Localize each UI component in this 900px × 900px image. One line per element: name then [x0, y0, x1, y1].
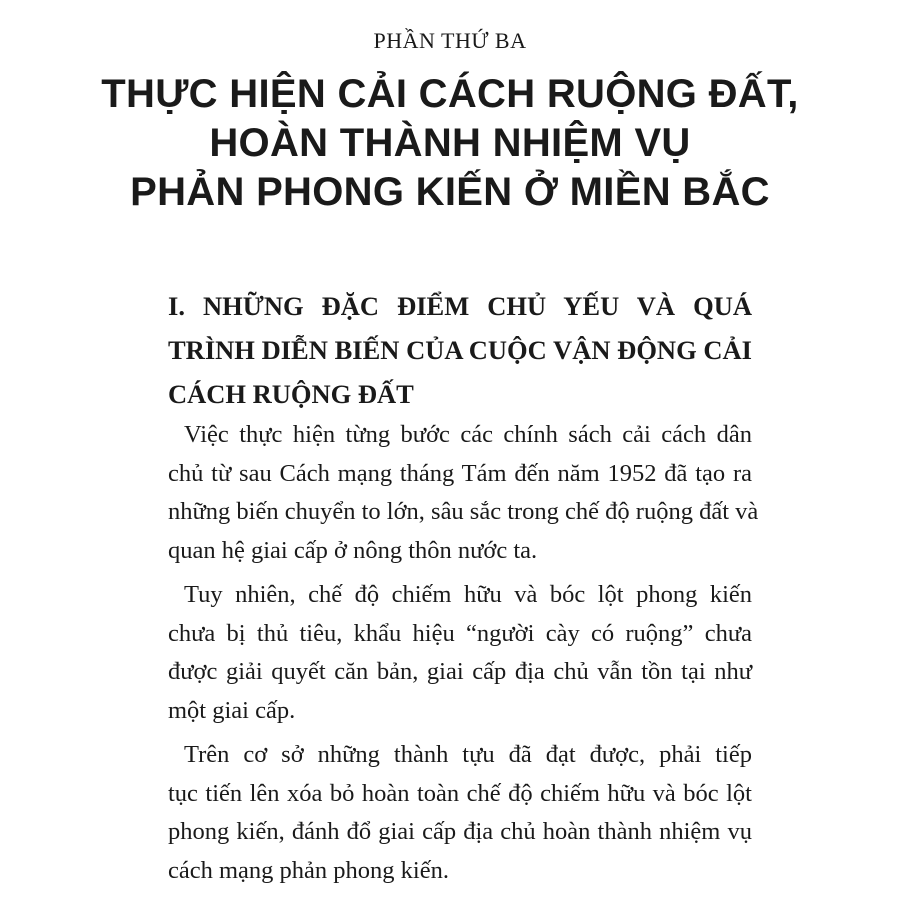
- paragraph-line: cách mạng phản phong kiến.: [168, 856, 449, 884]
- body-paragraph: [168, 576, 752, 730]
- paragraph-line: quan hệ giai cấp ở nông thôn nước ta.: [168, 536, 538, 564]
- paragraph-line: một giai cấp.: [168, 696, 296, 724]
- section-heading: [168, 284, 752, 416]
- paragraph-line: chủ từ sau Cách mạng tháng Tám đến năm 1952 đã tạo ra: [168, 459, 752, 487]
- paragraph-line: những biến chuyển to lớn, sâu sắc trong chế độ ruộng đất và: [168, 498, 759, 525]
- section-heading-line: TRÌNH DIỄN BIẾN CỦA CUỘC VẬN ĐỘNG CẢI: [168, 335, 752, 365]
- body-paragraph: [168, 416, 759, 570]
- section-heading-line: CÁCH RUỘNG ĐẤT: [168, 379, 414, 409]
- chapter-title-line: THỰC HIỆN CẢI CÁCH RUỘNG ĐẤT,: [101, 72, 799, 116]
- paragraph-line: Tuy nhiên, chế độ chiếm hữu và bóc lột phong kiến: [184, 581, 752, 608]
- section-heading-line: I. NHỮNG ĐẶC ĐIỂM CHỦ YẾU VÀ QUÁ: [168, 291, 752, 321]
- chapter-title-line: PHẢN PHONG KIẾN Ở MIỀN BẮC: [130, 170, 770, 214]
- chapter-title-line: HOÀN THÀNH NHIỆM VỤ: [209, 121, 691, 165]
- part-label: PHẦN THỨ BA: [373, 28, 527, 53]
- body-paragraph: [168, 736, 752, 890]
- paragraph-line: chưa bị thủ tiêu, khẩu hiệu “người cày có ruộng” chưa: [168, 619, 752, 647]
- chapter-title: [0, 70, 900, 217]
- paragraph-line: Trên cơ sở những thành tựu đã đạt được, phải tiếp: [184, 741, 752, 768]
- paragraph-line: phong kiến, đánh đổ giai cấp địa chủ hoàn thành nhiệm vụ: [168, 818, 752, 845]
- paragraph-line: tục tiến lên xóa bỏ hoàn toàn chế độ chiếm hữu và bóc lột: [168, 779, 752, 807]
- paragraph-line: Việc thực hiện từng bước các chính sách cải cách dân: [184, 421, 752, 448]
- paragraph-line: được giải quyết căn bản, giai cấp địa chủ vẫn tồn tại như: [168, 658, 752, 685]
